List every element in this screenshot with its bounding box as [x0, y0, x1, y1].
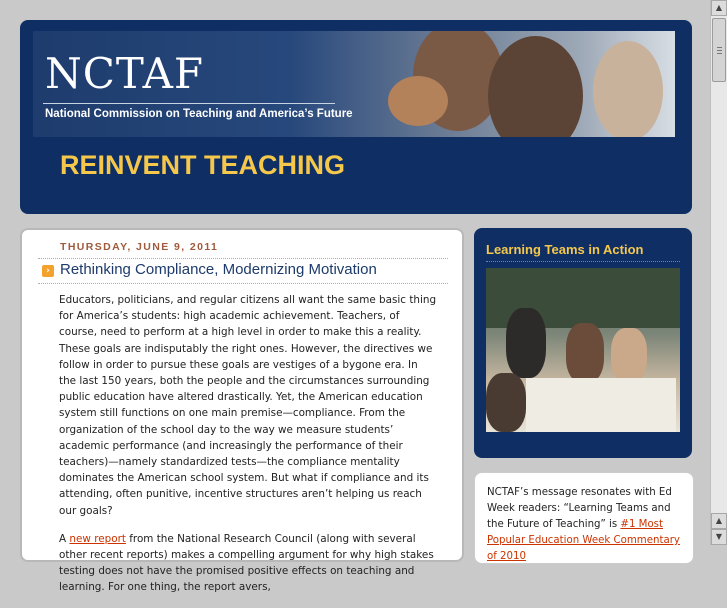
learning-teams-photo[interactable] [486, 268, 680, 432]
vertical-scrollbar[interactable] [710, 0, 727, 545]
widget-divider [486, 261, 680, 262]
paragraph-text: A [59, 532, 70, 545]
grip-line [717, 53, 722, 54]
blog-header [20, 20, 692, 214]
grip-line [717, 50, 722, 51]
photo-figure [566, 323, 604, 383]
banner-logo: NCTAF [45, 49, 205, 98]
scroll-down-icon[interactable]: ▲ [711, 513, 727, 529]
banner-photo-figure [488, 36, 583, 137]
post-date: THURSDAY, JUNE 9, 2011 [60, 241, 219, 253]
grip-line [717, 47, 722, 48]
post-header [38, 258, 448, 284]
arrow-right-icon: › [42, 265, 54, 277]
post-title[interactable]: Rethinking Compliance, Modernizing Motivation [60, 261, 377, 278]
photo-table [526, 378, 676, 432]
banner-photo-figure [593, 41, 663, 137]
sidebar-widget-ed-week [474, 472, 694, 564]
main-content [20, 228, 464, 594]
photo-figure [611, 328, 647, 383]
banner-photo-figure [388, 76, 448, 126]
paragraph-text: from the National Research Council (along with several other recent reports) makes a compelling argument for why high stakes testing does not have the promised positive effects on teaching and learning. For one thing, the report avers, [59, 532, 434, 594]
header-banner-image[interactable] [33, 31, 675, 137]
photo-figure [506, 308, 546, 378]
banner-divider [43, 103, 335, 104]
scroll-down-icon[interactable]: ▼ [711, 529, 727, 545]
widget-text [487, 485, 687, 565]
scroll-up-icon[interactable]: ▲ [711, 0, 727, 16]
ed-week-commentary-link[interactable]: #1 Most Popular Education Week Commentary of 2010 [487, 519, 680, 562]
widget-body-text: NCTAF’s message resonates with Ed Week readers: “Learning Teams and the Future of Teaching” is [487, 487, 672, 530]
post-body [59, 292, 437, 608]
scrollbar-thumb[interactable] [712, 18, 726, 82]
photo-figure [486, 373, 526, 432]
post-paragraph [59, 531, 437, 596]
widget-title: Learning Teams in Action [486, 242, 644, 257]
banner-subtitle: National Commission on Teaching and America’s Future [45, 108, 353, 120]
new-report-link[interactable]: new report [69, 532, 126, 545]
sidebar-widget-learning-teams [474, 228, 692, 458]
blog-title[interactable]: REINVENT TEACHING [60, 150, 346, 180]
post-paragraph: Educators, politicians, and regular citizens all want the same basic thing for America’s students: high academic achievement. Teachers, of course, need to perform at a high level in order to make this a reality. These goals are indisputably the right ones. However, the directives we follow in order to pursue these goals are vestiges of a bygone era. In the last 150 years, both the people and the circumstances surrounding public education have altered drastically. Yet, the American education system still functions on one main premise—compliance. From the organization of the school day to the way we measure students’ academic performance (and increasingly the performance of their teachers)—namely standardized tests—the compliance mentality dominates the American school system. But what if compliance and its attending, often punitive, incentive structures aren’t helping us reach our goals? [59, 294, 437, 517]
